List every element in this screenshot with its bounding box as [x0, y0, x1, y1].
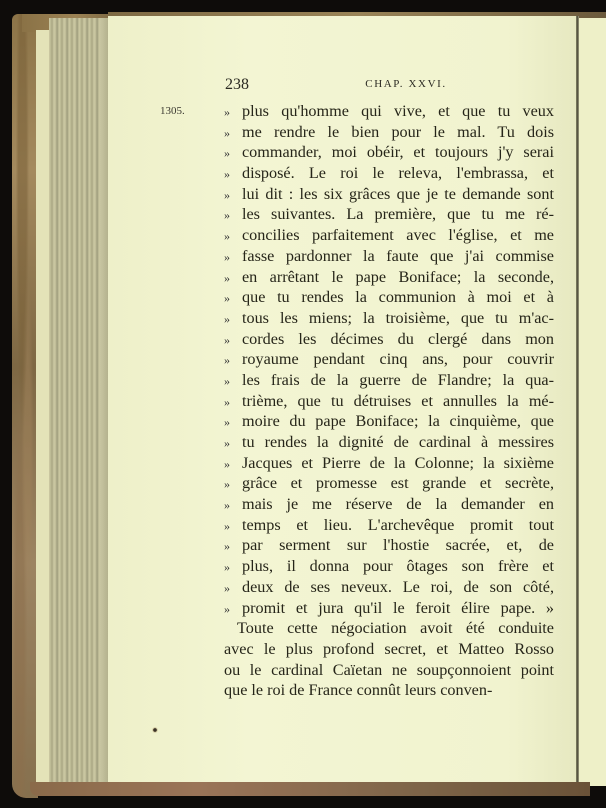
quote-mark: » [224, 373, 230, 388]
gutter [576, 16, 579, 788]
line-text: moire du pape Boniface; la cinquième, que [242, 412, 554, 431]
text-line [224, 204, 554, 225]
quote-mark: » [224, 518, 230, 533]
quote-mark: » [224, 229, 230, 244]
line-text: lui dit : les six grâces que je te demande sont [242, 184, 554, 203]
quote-mark: » [224, 105, 230, 119]
facing-page [579, 18, 606, 786]
line-text: promit et jura qu'il le feroit élire pape. » [242, 598, 554, 617]
quote-mark: » [224, 187, 230, 202]
quote-mark: » [224, 353, 230, 368]
quote-mark: » [224, 146, 230, 161]
endpaper [36, 30, 49, 782]
quote-mark: » [224, 291, 230, 306]
line-text: Toute cette négociation avoit été conduite [237, 619, 554, 638]
text-line [224, 308, 554, 329]
text-line [224, 184, 554, 205]
quote-mark: » [224, 270, 230, 285]
quote-mark: » [224, 208, 230, 223]
text-line [224, 329, 554, 350]
quote-mark: » [224, 167, 230, 182]
line-text: plus, il donna pour ôtages son frère et [242, 557, 554, 576]
quote-mark: » [224, 560, 230, 575]
foxing-spot [152, 727, 158, 733]
quote-mark: » [224, 394, 230, 409]
quote-mark: » [224, 436, 230, 450]
running-title: CHAP. XXVI. [365, 78, 447, 90]
margin-year: 1305. [160, 105, 185, 117]
line-text: mais je me réserve de la demander en [242, 495, 554, 514]
body-text [224, 101, 554, 701]
quote-mark: » [224, 601, 230, 616]
quote-mark: » [224, 311, 230, 326]
text-line [224, 639, 554, 660]
page-number: 238 [225, 76, 249, 93]
cover-bottom-edge [30, 782, 590, 796]
text-line [224, 101, 554, 122]
line-text: plus qu'homme qui vive, et que tu veux [242, 102, 554, 120]
line-text: les frais de la guerre de Flandre; la qua- [242, 370, 554, 389]
line-text: grâce et promesse est grande et secrète, [242, 474, 554, 493]
text-line [224, 556, 554, 577]
text-line [224, 494, 554, 515]
quote-mark: » [224, 539, 230, 554]
quote-mark: » [224, 125, 230, 140]
quote-mark: » [224, 580, 230, 595]
text-line [224, 618, 554, 639]
text-line [224, 391, 554, 412]
text-line [224, 432, 554, 453]
line-text: temps et lieu. L'archevêque promit tout [242, 515, 554, 534]
text-line [224, 142, 554, 163]
line-text: deux de ses neveux. Le roi, de son côté, [242, 577, 554, 596]
text-line [224, 577, 554, 598]
text-line [224, 246, 554, 267]
line-text: avec le plus profond secret, et Matteo Rosso [224, 639, 554, 658]
marbled-cover [12, 14, 38, 798]
text-line [224, 370, 554, 391]
line-text: disposé. Le roi le releva, l'embrassa, et [242, 164, 554, 183]
line-text: que le roi de France connût leurs conven- [224, 681, 493, 700]
quote-mark: » [224, 332, 230, 347]
text-line [224, 122, 554, 143]
line-text: que tu rendes la communion à moi et à [242, 288, 554, 307]
line-text: concilies parfaitement avec l'église, et me [242, 226, 554, 245]
text-line [224, 535, 554, 556]
line-text: me rendre le bien pour le mal. Tu dois [242, 122, 554, 141]
quote-mark: » [224, 477, 230, 492]
line-text: Jacques et Pierre de la Colonne; la sixième [242, 453, 554, 472]
text-line [224, 225, 554, 246]
line-text: par serment sur l'hostie sacrée, et, de [242, 536, 554, 555]
text-line [224, 349, 554, 370]
quote-mark: » [224, 498, 230, 513]
line-text: tu rendes la dignité de cardinal à messires [242, 433, 554, 451]
text-line [224, 453, 554, 474]
text-line [224, 473, 554, 494]
line-text: cordes les décimes du clergé dans mon [242, 329, 554, 348]
text-line [224, 598, 554, 619]
page-stack-edge [100, 18, 108, 782]
text-line [224, 660, 554, 681]
line-text: en arrêtant le pape Boniface; la seconde, [242, 267, 554, 286]
text-line [224, 411, 554, 432]
line-text: ou le cardinal Caïetan ne soupçonnoient point [224, 660, 554, 679]
text-line [224, 680, 554, 701]
text-line [224, 267, 554, 288]
line-text: royaume pendant cinq ans, pour couvrir [242, 350, 554, 369]
text-line [224, 287, 554, 308]
page-header [225, 76, 553, 96]
line-text: commander, moi obéir, et toujours j'y serai [242, 143, 554, 162]
line-text: les suivantes. La première, que tu me ré- [242, 205, 554, 224]
line-text: tous les miens; la troisième, que tu m'ac- [242, 308, 554, 327]
line-text: fasse pardonner la faute que j'ai commise [242, 246, 554, 265]
quote-mark: » [224, 249, 230, 264]
line-text: trième, que tu détruises et annulles la mé- [242, 391, 554, 410]
quote-mark: » [224, 415, 230, 430]
quote-mark: » [224, 456, 230, 471]
text-line [224, 163, 554, 184]
text-line [224, 515, 554, 536]
